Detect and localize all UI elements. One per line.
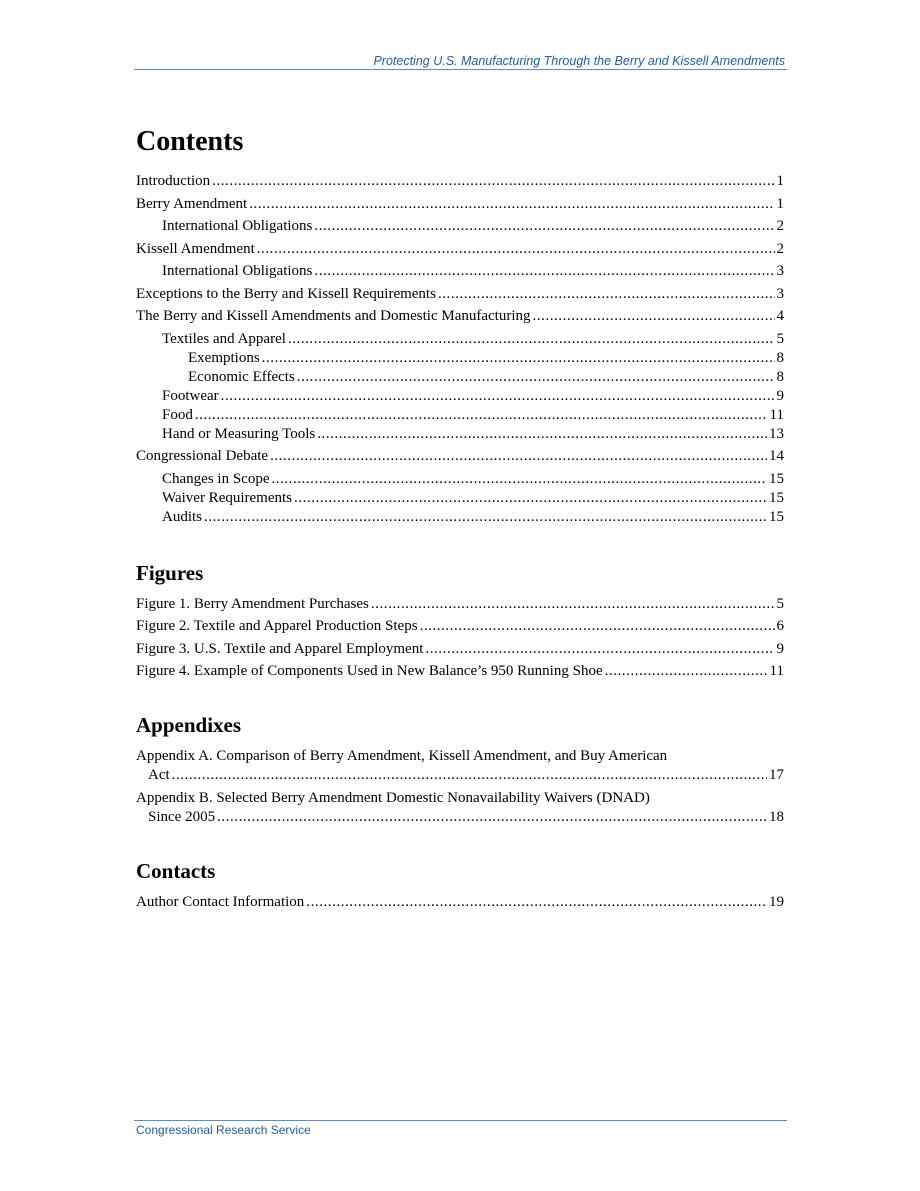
toc-entry-label: Berry Amendment (136, 195, 248, 212)
toc-entry-label: Economic Effects (188, 368, 295, 385)
toc-entry-label: Food (162, 406, 193, 423)
dot-leader (314, 262, 774, 281)
dot-leader (212, 172, 774, 191)
contacts-heading: Contacts (136, 858, 216, 883)
toc-entry[interactable] (136, 508, 784, 527)
dot-leader (317, 425, 767, 444)
toc-entry[interactable] (136, 447, 784, 466)
toc-entry-label: Textiles and Apparel (162, 330, 286, 347)
dot-leader (217, 808, 767, 827)
toc-entry[interactable] (136, 195, 784, 214)
figure-entry-label: Figure 1. Berry Amendment Purchases (136, 595, 369, 612)
toc-entry-page: 11 (769, 406, 784, 423)
toc-entry-label: International Obligations (162, 263, 313, 279)
figure-entry[interactable] (136, 595, 784, 614)
dot-leader (262, 349, 775, 368)
toc-entry-page: 8 (776, 349, 784, 366)
toc-entry-page: 8 (776, 368, 784, 385)
toc-entry-page: 3 (776, 285, 784, 302)
figure-entry[interactable] (136, 617, 784, 636)
figure-entry-page: 11 (769, 663, 784, 679)
toc-entry-page: 9 (776, 387, 784, 404)
figure-entry-label: Figure 3. U.S. Textile and Apparel Employment (136, 640, 424, 657)
appendix-entry-label: Appendix B. Selected Berry Amendment Domestic Nonavailability Waivers (DNAD) (136, 789, 650, 806)
figure-entry[interactable] (136, 662, 784, 681)
dot-leader (314, 217, 774, 236)
figure-entry-page: 5 (776, 595, 784, 612)
appendix-entry[interactable] (136, 789, 784, 827)
dot-leader (195, 406, 768, 425)
dot-leader (306, 893, 767, 912)
figure-entry-page: 9 (776, 640, 784, 657)
toc-entry[interactable] (136, 425, 784, 444)
toc-entry[interactable] (136, 262, 784, 281)
contact-entry-label: Author Contact Information (136, 893, 305, 910)
toc-entry-label: Exemptions (188, 349, 260, 366)
toc-entry-page: 15 (769, 508, 784, 525)
toc-entry-page: 14 (769, 448, 784, 464)
toc-entry-page: 15 (769, 489, 784, 506)
figure-entry[interactable] (136, 640, 784, 659)
appendix-entry[interactable] (136, 747, 784, 785)
contacts-section (136, 857, 784, 912)
footer-organization: Congressional Research Service (136, 1123, 311, 1137)
appendix-entry-label-continued: Since 2005 (148, 808, 216, 825)
toc-entry-label: Changes in Scope (162, 470, 270, 487)
appendix-entry-page: 17 (769, 767, 784, 783)
appendix-entry-label: Appendix A. Comparison of Berry Amendment, Kissell Amendment, and Buy American (136, 748, 668, 764)
appendixes-heading: Appendixes (136, 713, 242, 737)
dot-leader (294, 489, 767, 508)
dot-leader (605, 662, 768, 681)
dot-leader (271, 470, 767, 489)
toc-entry-label: The Berry and Kissell Amendments and Domestic Manufacturing (136, 308, 531, 324)
dot-leader (172, 766, 767, 785)
toc-entry[interactable] (136, 349, 784, 368)
toc-entry-label: Audits (162, 508, 203, 525)
dot-leader (204, 508, 767, 527)
toc-entry-label: Exceptions to the Berry and Kissell Requirements (136, 285, 436, 302)
footer-divider (134, 1120, 787, 1121)
toc-entry-label: Footwear (162, 387, 219, 404)
toc-entry[interactable] (136, 307, 784, 326)
toc-entry-label: Congressional Debate (136, 448, 269, 464)
toc-entry-label: Waiver Requirements (162, 489, 292, 506)
toc-entry[interactable] (136, 489, 784, 508)
toc-entry[interactable] (136, 387, 784, 406)
toc-entry-page: 1 (776, 173, 784, 189)
toc-entry[interactable] (136, 285, 784, 304)
toc-entry-label: International Obligations (162, 218, 313, 234)
appendix-entry-page: 18 (769, 808, 784, 825)
dot-leader (270, 447, 767, 466)
toc-entry[interactable] (136, 172, 784, 191)
toc-entry[interactable] (136, 368, 784, 387)
dot-leader (297, 368, 775, 387)
toc-entry-page: 2 (776, 218, 784, 234)
dot-leader (288, 330, 775, 349)
contents-list (136, 172, 784, 527)
figure-entry-label: Figure 4. Example of Components Used in New Balance’s 950 Running Shoe (136, 663, 603, 679)
toc-entry-page: 4 (776, 308, 784, 324)
dot-leader (438, 285, 775, 304)
toc-entry[interactable] (136, 240, 784, 259)
toc-entry-page: 1 (776, 195, 784, 212)
contact-entry-page: 19 (769, 893, 784, 910)
toc-entry-page: 3 (776, 263, 784, 279)
appendixes-section (136, 711, 784, 827)
dot-leader (533, 307, 775, 326)
dot-leader (420, 617, 775, 636)
toc-entry-page: 2 (776, 240, 784, 257)
running-header: Protecting U.S. Manufacturing Through the Berry and Kissell Amendments (373, 54, 785, 68)
toc-entry-label: Introduction (136, 173, 211, 189)
toc-entry[interactable] (136, 470, 784, 489)
toc-entry-page: 15 (769, 470, 784, 487)
figures-section (136, 559, 784, 682)
toc-entry-page: 13 (769, 425, 784, 442)
contact-entry[interactable] (136, 893, 784, 912)
figures-heading: Figures (136, 560, 204, 585)
toc-entry-label: Kissell Amendment (136, 240, 255, 257)
toc-entry[interactable] (136, 217, 784, 236)
toc-entry-page: 5 (776, 330, 784, 347)
dot-leader (371, 595, 775, 614)
toc-entry[interactable] (136, 330, 784, 349)
toc-entry-label: Hand or Measuring Tools (162, 425, 316, 442)
dot-leader (249, 195, 774, 214)
dot-leader (221, 387, 775, 406)
header-divider (134, 69, 787, 70)
dot-leader (257, 240, 775, 259)
appendix-entry-label-continued: Act (148, 767, 170, 783)
dot-leader (425, 640, 774, 659)
figure-entry-page: 6 (776, 618, 784, 634)
contents-heading: Contents (136, 126, 244, 157)
figure-entry-label: Figure 2. Textile and Apparel Production Steps (136, 618, 418, 634)
toc-entry[interactable] (136, 406, 784, 425)
table-of-contents (136, 124, 784, 912)
